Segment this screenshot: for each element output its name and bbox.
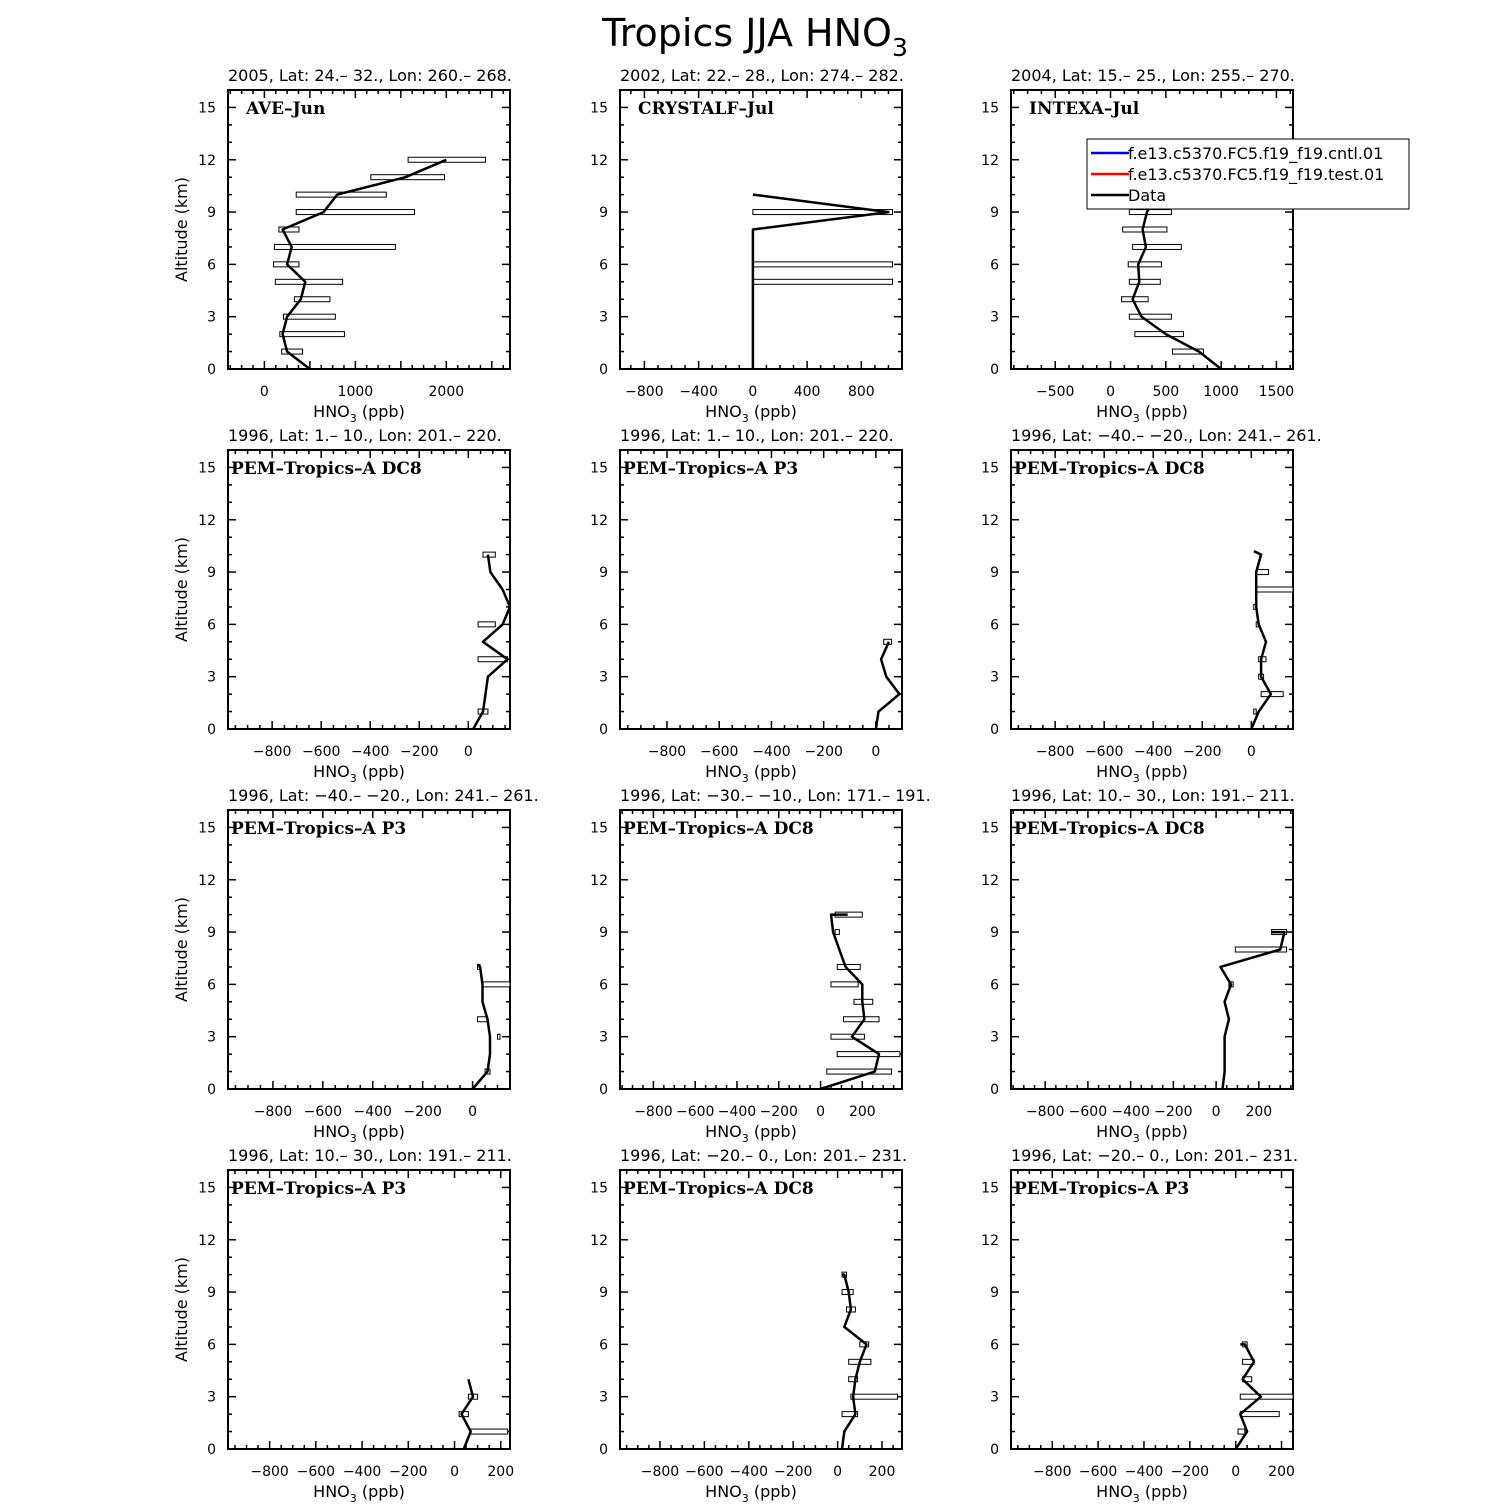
y-tick-label: 6: [599, 1337, 608, 1354]
campaign-label: INTEXA–Jul: [1029, 99, 1140, 119]
campaign-label: PEM–Tropics–A P3: [231, 819, 407, 839]
x-axis-label: $HNO_3$ (ppb): [1096, 1482, 1188, 1505]
range-bar: [831, 1034, 864, 1039]
panel-title: 2002, Lat: 22.– 28., Lon: 274.– 282.: [620, 66, 904, 85]
x-axis-label: $HNO_3$ (ppb): [313, 1122, 405, 1145]
x-tick-label: −800: [252, 744, 292, 760]
panel-12: [981, 1146, 1298, 1505]
range-bar: [835, 930, 839, 935]
figure-title-main: Tropics JJA HNO: [602, 11, 892, 55]
y-tick-label: 9: [207, 565, 216, 582]
range-bar: [1129, 314, 1171, 319]
range-bar: [1256, 570, 1268, 575]
y-tick-label: 6: [599, 617, 608, 634]
y-tick-label: 9: [990, 565, 999, 582]
y-tick-label: 12: [198, 152, 216, 169]
y-tick-label: 12: [590, 512, 608, 529]
y-tick-label: 12: [198, 872, 216, 889]
y-tick-label: 6: [599, 257, 608, 274]
x-tick-label: 200: [1245, 1104, 1273, 1120]
range-bars: [1238, 1342, 1293, 1434]
x-axis-label: $HNO_3$ (ppb): [1096, 762, 1188, 785]
x-tick-label: −200: [1183, 744, 1222, 760]
range-bar: [837, 1052, 900, 1057]
y-tick-label: 15: [590, 460, 608, 477]
x-tick-label: 2000: [428, 384, 465, 400]
x-tick-label: −600: [685, 1464, 724, 1480]
plot-frame: [228, 1170, 510, 1449]
y-tick-label: 6: [990, 1337, 999, 1354]
range-bars: [1254, 570, 1293, 715]
x-tick-label: −200: [400, 744, 439, 760]
range-bar: [1240, 1412, 1279, 1417]
range-bar: [753, 262, 893, 267]
panels: [172, 66, 1322, 1505]
y-tick-label: 15: [981, 460, 999, 477]
range-bar: [283, 314, 335, 319]
x-tick-label: 1500: [1258, 384, 1295, 400]
y-axis-label: Altitude (km): [172, 177, 191, 282]
x-tick-label: 0: [833, 1464, 843, 1480]
x-tick-label: −800: [1035, 744, 1075, 760]
x-tick-label: 0: [1106, 384, 1115, 400]
y-tick-label: 3: [990, 1029, 999, 1046]
y-tick-label: 12: [198, 1232, 216, 1249]
y-tick-label: 9: [207, 925, 216, 942]
x-tick-label: −800: [253, 1104, 293, 1120]
panel-3: [981, 66, 1295, 425]
x-tick-label: −400: [353, 1104, 392, 1120]
x-tick-label: −200: [389, 1464, 428, 1480]
panel-title: 1996, Lat: −40.– −20., Lon: 241.– 261.: [1011, 426, 1322, 445]
campaign-label: PEM–Tropics–A P3: [623, 459, 799, 479]
range-bar: [1256, 587, 1293, 592]
panel-title: 1996, Lat: −40.– −20., Lon: 241.– 261.: [228, 786, 539, 805]
y-tick-label: 0: [599, 362, 608, 378]
plot-frame: [1011, 1170, 1293, 1449]
x-tick-label: 0: [1211, 1104, 1221, 1120]
range-bar: [1254, 709, 1256, 714]
y-tick-label: 15: [981, 100, 999, 117]
panel-title: 1996, Lat: −30.– −10., Lon: 171.– 191.: [620, 786, 931, 805]
y-tick-label: 3: [207, 669, 216, 686]
y-tick-label: 3: [207, 1029, 216, 1046]
range-bar: [1133, 244, 1182, 249]
panel-title: 1996, Lat: 10.– 30., Lon: 191.– 211.: [1011, 786, 1295, 805]
panel-10: [172, 1146, 514, 1505]
y-tick-label: 9: [599, 205, 608, 222]
x-tick-label: −200: [1154, 1104, 1193, 1120]
range-bar: [471, 1429, 508, 1434]
x-tick-label: −800: [1033, 1464, 1072, 1480]
range-bars: [459, 1394, 508, 1434]
y-tick-label: 15: [590, 1180, 608, 1197]
panel-8: [590, 786, 931, 1145]
y-tick-label: 0: [990, 1442, 999, 1458]
y-tick-label: 12: [198, 512, 216, 529]
y-tick-label: 0: [599, 1082, 608, 1098]
range-bar: [753, 279, 893, 284]
x-tick-label: 0: [816, 1104, 825, 1120]
y-tick-label: 15: [590, 100, 608, 117]
y-tick-label: 0: [207, 1082, 216, 1098]
plot-frame: [1011, 450, 1293, 729]
range-bar: [280, 332, 345, 337]
range-bar: [296, 210, 414, 215]
x-tick-label: −600: [301, 744, 341, 760]
range-bar: [483, 982, 510, 987]
x-axis-label: $HNO_3$ (ppb): [1096, 1122, 1188, 1145]
range-bar: [831, 982, 858, 987]
y-tick-label: 3: [990, 1389, 999, 1406]
range-bars: [842, 1272, 898, 1417]
panel-2: [590, 66, 904, 425]
y-axis-label: Altitude (km): [172, 1257, 191, 1362]
legend: [1087, 139, 1409, 209]
x-axis-label: $HNO_3$ (ppb): [313, 762, 405, 785]
figure-title-subscript: 3: [891, 33, 908, 62]
x-tick-label: −200: [759, 1104, 798, 1120]
legend-label: f.e13.c5370.FC5.f19_f19.cntl.01: [1128, 144, 1384, 163]
x-tick-label: −400: [1111, 1104, 1150, 1120]
x-tick-label: 200: [487, 1464, 515, 1480]
x-tick-label: 0: [748, 384, 758, 400]
y-tick-label: 0: [207, 362, 216, 378]
y-tick-label: 9: [990, 205, 999, 222]
panel-title: 1996, Lat: 1.– 10., Lon: 201.– 220.: [620, 426, 894, 445]
legend-label: f.e13.c5370.FC5.f19_f19.test.01: [1128, 165, 1385, 184]
campaign-label: PEM–Tropics–A P3: [231, 1179, 407, 1199]
x-tick-label: 1000: [337, 384, 374, 400]
campaign-label: PEM–Tropics–A P3: [1014, 1179, 1190, 1199]
x-tick-label: 800: [847, 384, 875, 400]
x-tick-label: 0: [468, 1104, 478, 1120]
panel-1: [172, 66, 512, 425]
y-tick-label: 15: [590, 820, 608, 837]
plot-frame: [620, 450, 902, 729]
y-tick-label: 0: [990, 362, 999, 378]
range-bar: [851, 1394, 898, 1399]
y-tick-label: 9: [599, 1285, 608, 1302]
x-tick-label: −200: [1170, 1464, 1210, 1480]
range-bar: [282, 349, 303, 354]
x-tick-label: −400: [342, 1464, 382, 1480]
data-profile-line: [876, 642, 900, 729]
y-tick-label: 0: [990, 1082, 999, 1098]
y-tick-label: 15: [981, 820, 999, 837]
y-tick-label: 0: [599, 722, 608, 738]
x-tick-label: −400: [1133, 744, 1173, 760]
x-tick-label: −800: [647, 744, 687, 760]
y-tick-label: 12: [981, 152, 999, 169]
x-axis-label: $HNO_3$ (ppb): [705, 402, 797, 425]
y-tick-label: 15: [198, 1180, 216, 1197]
panel-title: 1996, Lat: 1.– 10., Lon: 201.– 220.: [228, 426, 502, 445]
campaign-label: CRYSTALF–Jul: [638, 99, 774, 119]
y-tick-label: 6: [990, 617, 999, 634]
y-tick-label: 0: [990, 722, 999, 738]
range-bars: [273, 157, 485, 354]
campaign-label: PEM–Tropics–A DC8: [1014, 819, 1205, 839]
range-bar: [275, 279, 342, 284]
x-tick-label: −600: [303, 1104, 343, 1120]
x-axis-label: $HNO_3$ (ppb): [313, 1482, 405, 1505]
x-tick-label: −600: [1078, 1464, 1118, 1480]
plot-frame: [228, 810, 510, 1089]
x-tick-label: −800: [625, 384, 664, 400]
y-tick-label: 6: [207, 977, 216, 994]
panel-4: [172, 426, 510, 785]
range-bar: [498, 1034, 500, 1039]
campaign-label: AVE–Jun: [246, 99, 326, 119]
x-tick-label: 0: [259, 384, 269, 400]
range-bar: [1240, 1394, 1293, 1399]
y-tick-label: 12: [590, 872, 608, 889]
y-tick-label: 15: [198, 460, 216, 477]
y-tick-label: 15: [198, 100, 216, 117]
x-tick-label: 200: [1268, 1464, 1295, 1480]
range-bar: [1135, 332, 1184, 337]
x-tick-label: 400: [793, 384, 821, 400]
range-bar: [1238, 1429, 1245, 1434]
y-tick-label: 3: [599, 1389, 608, 1406]
x-tick-label: 0: [463, 744, 473, 760]
x-tick-label: −600: [1084, 744, 1124, 760]
panel-7: [172, 786, 539, 1145]
campaign-label: PEM–Tropics–A DC8: [231, 459, 422, 479]
y-axis-label: Altitude (km): [172, 537, 191, 642]
x-tick-label: 0: [450, 1464, 459, 1480]
panel-11: [590, 1146, 907, 1505]
x-tick-label: 0: [1246, 744, 1256, 760]
x-tick-label: 200: [848, 1104, 876, 1120]
x-tick-label: −400: [717, 1104, 757, 1120]
y-tick-label: 12: [590, 1232, 608, 1249]
y-tick-label: 12: [981, 872, 999, 889]
y-tick-label: 0: [207, 1442, 216, 1458]
x-tick-label: 1000: [1203, 384, 1239, 400]
range-bar: [1128, 262, 1161, 267]
y-tick-label: 3: [599, 309, 608, 326]
panel-title: 1996, Lat: 10.– 30., Lon: 191.– 211.: [228, 1146, 512, 1165]
panel-title: 2004, Lat: 15.– 25., Lon: 255.– 270.: [1011, 66, 1295, 85]
x-tick-label: 0: [1231, 1464, 1241, 1480]
campaign-label: PEM–Tropics–A DC8: [623, 819, 814, 839]
range-bars: [1229, 930, 1287, 987]
x-tick-label: 500: [1152, 384, 1180, 400]
y-tick-label: 15: [981, 1180, 999, 1197]
plot-frame: [620, 1170, 902, 1449]
y-tick-label: 6: [990, 977, 999, 994]
x-tick-label: −800: [250, 1464, 289, 1480]
x-axis-label: $HNO_3$ (ppb): [705, 762, 797, 785]
y-tick-label: 12: [981, 512, 999, 529]
data-profile-line: [283, 160, 447, 369]
range-bar: [827, 1069, 892, 1074]
range-bar: [1129, 210, 1171, 215]
x-tick-label: −400: [752, 744, 791, 760]
data-profile-line: [1251, 551, 1271, 729]
y-tick-label: 3: [599, 1029, 608, 1046]
y-tick-label: 6: [207, 617, 216, 634]
y-tick-label: 9: [207, 1285, 216, 1302]
panel-title: 1996, Lat: −20.– 0., Lon: 201.– 231.: [1011, 1146, 1299, 1165]
x-tick-label: −600: [675, 1104, 715, 1120]
x-axis-label: $HNO_3$ (ppb): [1096, 402, 1188, 425]
x-tick-label: −800: [640, 1464, 680, 1480]
panel-title: 2005, Lat: 24.– 32., Lon: 260.– 268.: [228, 66, 512, 85]
panel-9: [981, 786, 1295, 1145]
legend-label: Data: [1128, 186, 1167, 205]
plot-frame: [620, 810, 902, 1089]
x-tick-label: −400: [1124, 1464, 1164, 1480]
plot-frame: [228, 90, 510, 369]
campaign-label: PEM–Tropics–A DC8: [623, 1179, 814, 1199]
y-tick-label: 9: [599, 565, 608, 582]
x-tick-label: −500: [1036, 384, 1075, 400]
y-tick-label: 9: [207, 205, 216, 222]
x-axis-label: $HNO_3$ (ppb): [705, 1122, 797, 1145]
y-tick-label: 0: [207, 722, 216, 738]
x-tick-label: 0: [871, 744, 881, 760]
range-bar: [1129, 279, 1160, 284]
y-tick-label: 9: [990, 1285, 999, 1302]
y-tick-label: 6: [207, 1337, 216, 1354]
y-tick-label: 3: [990, 309, 999, 326]
y-tick-label: 3: [207, 1389, 216, 1406]
x-tick-label: −800: [1025, 1104, 1065, 1120]
plot-frame: [228, 450, 510, 729]
x-tick-label: −400: [350, 744, 390, 760]
x-tick-label: −200: [403, 1104, 442, 1120]
x-tick-label: 200: [868, 1464, 896, 1480]
x-axis-label: $HNO_3$ (ppb): [313, 402, 405, 425]
x-tick-label: −600: [699, 744, 739, 760]
range-bar: [1123, 227, 1167, 232]
y-tick-label: 6: [990, 257, 999, 274]
x-tick-label: −400: [729, 1464, 769, 1480]
campaign-label: PEM–Tropics–A DC8: [1014, 459, 1205, 479]
y-tick-label: 3: [990, 669, 999, 686]
x-axis-label: $HNO_3$ (ppb): [705, 1482, 797, 1505]
y-tick-label: 0: [599, 1442, 608, 1458]
y-tick-label: 9: [599, 925, 608, 942]
range-bar: [478, 622, 495, 627]
x-tick-label: −400: [679, 384, 718, 400]
y-tick-label: 12: [590, 152, 608, 169]
range-bar: [1261, 692, 1283, 697]
y-tick-label: 6: [599, 977, 608, 994]
y-tick-label: 15: [198, 820, 216, 837]
range-bars: [1122, 192, 1204, 354]
range-bar: [844, 1017, 880, 1022]
x-tick-label: −600: [296, 1464, 336, 1480]
panel-6: [981, 426, 1322, 785]
panel-5: [590, 426, 902, 785]
x-tick-label: −800: [634, 1104, 673, 1120]
data-profile-line: [473, 555, 510, 729]
y-tick-label: 3: [207, 309, 216, 326]
y-tick-label: 9: [990, 925, 999, 942]
y-tick-label: 12: [981, 1232, 999, 1249]
x-tick-label: −600: [1068, 1104, 1108, 1120]
x-tick-label: −200: [804, 744, 843, 760]
x-tick-label: −200: [773, 1464, 813, 1480]
figure-title: [601, 11, 908, 62]
y-axis-label: Altitude (km): [172, 897, 191, 1002]
y-tick-label: 3: [599, 669, 608, 686]
panel-title: 1996, Lat: −20.– 0., Lon: 201.– 231.: [620, 1146, 908, 1165]
y-tick-label: 6: [207, 257, 216, 274]
range-bar: [408, 157, 485, 162]
data-profile-line: [1220, 932, 1284, 1089]
